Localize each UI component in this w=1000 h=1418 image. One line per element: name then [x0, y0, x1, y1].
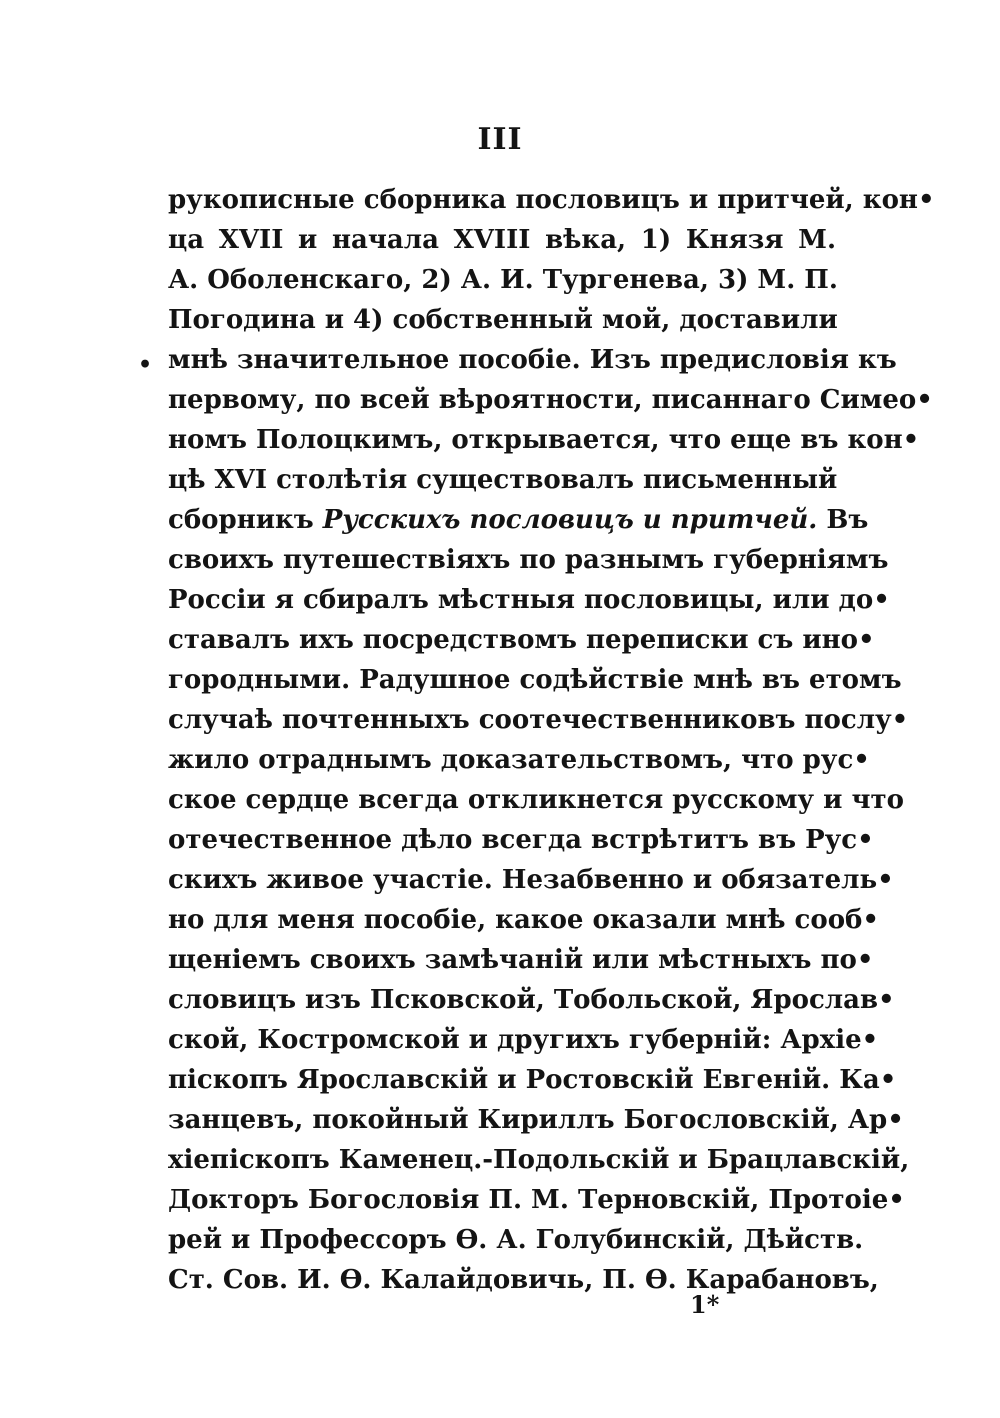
text-line: первому, по всей вѣроятности, писаннаго Симео•: [168, 385, 933, 415]
text-line: ское сердце всегда откликнется русскому и что: [168, 785, 904, 815]
text-line: занцевъ, покойный Кириллъ Богословскій, Ар•: [168, 1105, 904, 1135]
text-line: жило отраднымъ доказательствомъ, что рус•: [168, 745, 870, 775]
text-line: городными. Радушное содѣйствіе мнѣ въ етомъ: [168, 665, 902, 695]
text-line: ской, Костромской и другихъ губерній: Архіе•: [168, 1025, 879, 1055]
text-line: цѣ XVI столѣтія существовалъ письменный: [168, 465, 838, 495]
text-line: Погодина и 4) собственный мой, доставили: [168, 305, 838, 335]
page-number: III: [477, 122, 523, 157]
signature-mark: 1*: [690, 1290, 720, 1319]
text-line: піскопъ Ярославскій и Ростовскій Евгеній. Ка•: [168, 1065, 897, 1095]
text-line: отечественное дѣло всегда встрѣтитъ въ Рус•: [168, 825, 874, 855]
text-segment: Въ: [826, 505, 869, 535]
margin-mark: •: [138, 352, 153, 378]
text-line: номъ Полоцкимъ, открывается, что еще въ кон•: [168, 425, 920, 455]
italic-title: Русскихъ пословицъ и притчей.: [322, 505, 818, 535]
text-line: но для меня пособіе, какое оказали мнѣ сооб•: [168, 905, 880, 935]
text-line: мнѣ значительное пособіе. Изъ предисловія къ: [168, 345, 897, 375]
text-line: А. Оболенскаго, 2) А. И. Тургенева, 3) М. П.: [168, 265, 838, 295]
text-line: Ст. Сов. И. Ѳ. Калайдовичь, П. Ѳ. Карабановъ,: [168, 1265, 879, 1295]
text-line: словицъ изъ Псковской, Тобольской, Ярослав•: [168, 985, 895, 1015]
text-line: случаѣ почтенныхъ соотечественниковъ послу•: [168, 705, 909, 735]
text-line: рей и Профессоръ Ѳ. А. Голубинскій, Дѣйств.: [168, 1225, 864, 1255]
text-line: хіепіскопъ Каменец.-Подольскій и Брацлавскій,: [168, 1145, 910, 1175]
text-segment: сборникъ: [168, 505, 314, 535]
text-line: скихъ живое участіе. Незабвенно и обязатель•: [168, 865, 894, 895]
text-line: щеніемъ своихъ замѣчаній или мѣстныхъ по•: [168, 945, 874, 975]
text-line: Россіи я сбиралъ мѣстныя пословицы, или до•: [168, 585, 890, 615]
text-line: своихъ путешествіяхъ по разнымъ губерніямъ: [168, 545, 889, 575]
text-line-mixed: [168, 500, 869, 540]
text-line: ца XVII и начала XVIII вѣка, 1) Князя М.: [168, 225, 836, 255]
text-block: [168, 180, 935, 1300]
text-line: ставалъ ихъ посредствомъ переписки съ ино•: [168, 625, 875, 655]
text-line: рукописные сборника пословицъ и притчей, кон•: [168, 185, 935, 215]
text-line: Докторъ Богословія П. М. Терновскій, Протоіе•: [168, 1185, 905, 1215]
